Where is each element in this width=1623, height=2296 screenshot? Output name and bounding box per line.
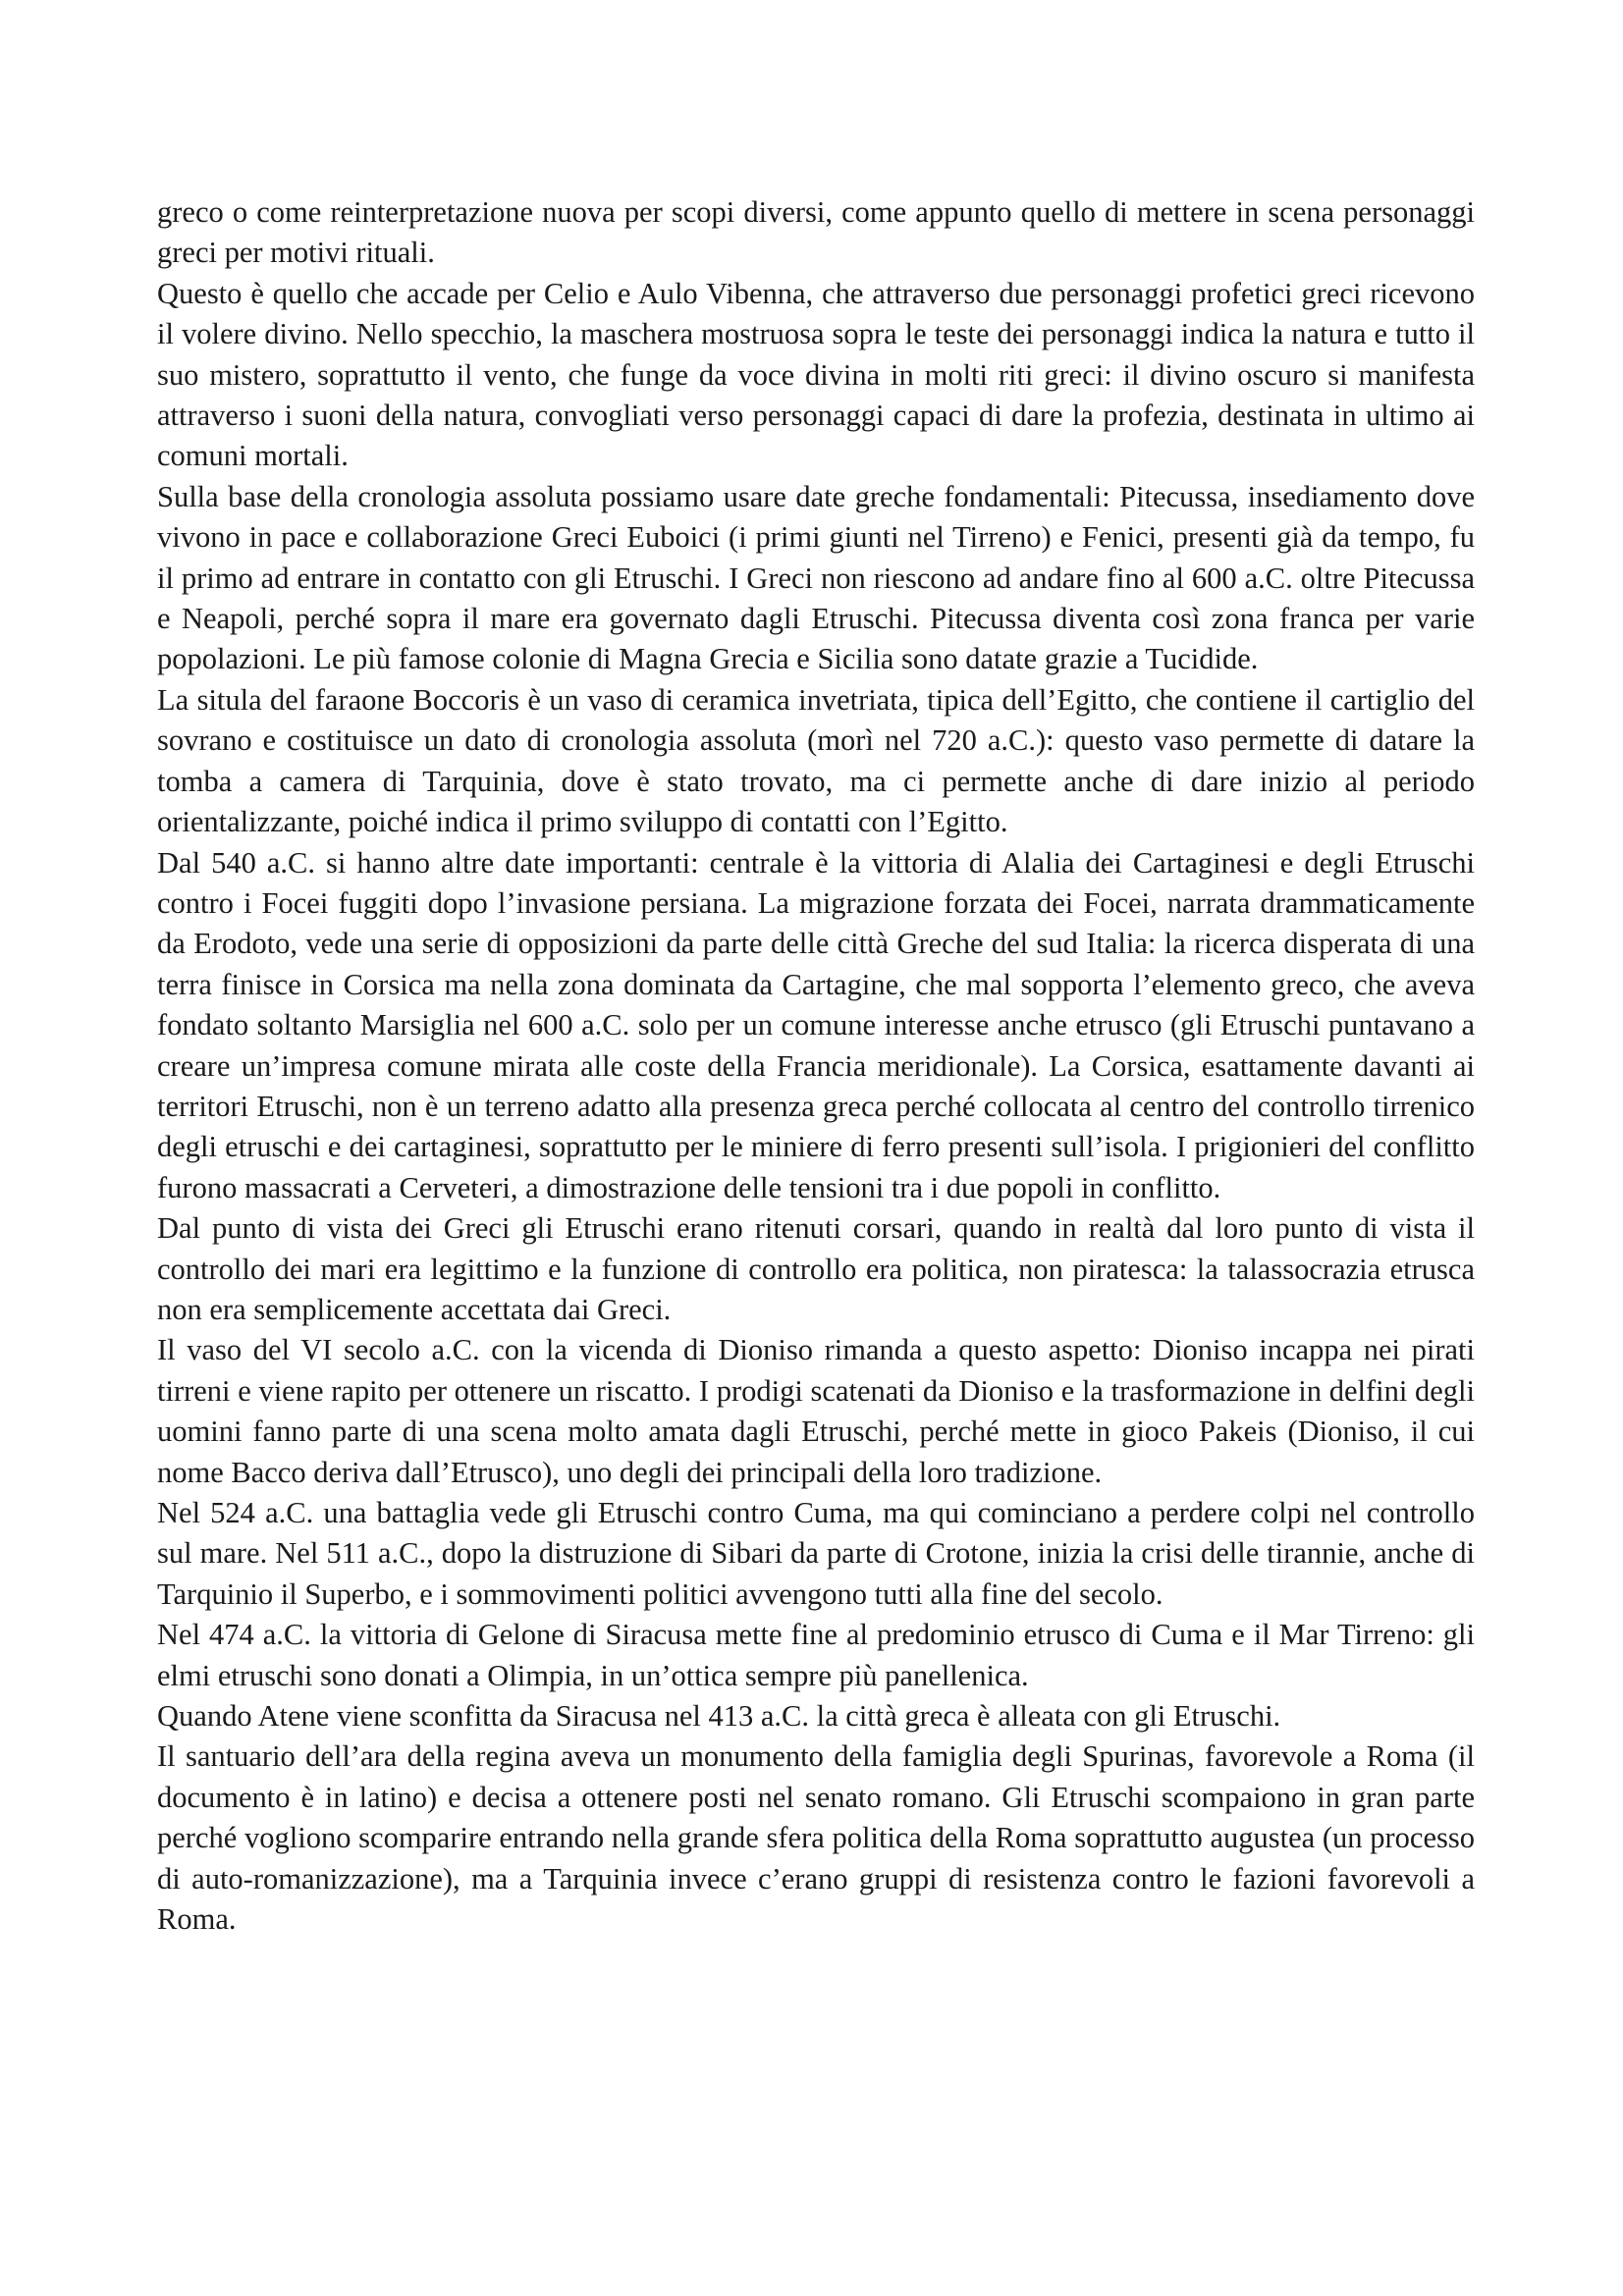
paragraph-10: Quando Atene viene sconfitta da Siracusa nel 413 a.C. la città greca è alleata con gli Etruschi. <box>157 1699 1281 1734</box>
paragraph-2: Questo è quello che accade per Celio e Aulo Vibenna, che attraverso due personaggi profetici greci ricevono il volere divino. Nello specchio, la maschera mostruosa sopra le teste dei personaggi indica la natura e tutto il suo mistero, soprattutto il vento, che funge da voce divina in molti riti greci: il divino oscuro si manifesta attraverso i suoni della natura, convogliati verso personaggi capaci di dare la profezia, destinata in ultimo ai comuni mortali. <box>157 276 1475 473</box>
paragraph-6: Dal punto di vista dei Greci gli Etruschi erano ritenuti corsari, quando in realtà dal loro punto di vista il controllo dei mari era legittimo e la funzione di controllo era politica, non piratesca: la talassocrazia etrusca non era semplicemente accettata dai Greci. <box>157 1211 1475 1326</box>
paragraph-11: Il santuario dell’ara della regina aveva un monumento della famiglia degli Spurinas, favorevole a Roma (il documento è in latino) e decisa a ottenere posti nel senato romano. Gli Etruschi scompaiono in gran parte perché vogliono scomparire entrando nella grande sfera politica della Roma soprattutto augustea (un processo di auto-romanizzazione), ma a Tarquinia invece c’erano gruppi di resistenza contro le fazioni favorevoli a Roma. <box>157 1739 1475 1937</box>
paragraph-5: Dal 540 a.C. si hanno altre date importanti: centrale è la vittoria di Alalia dei Cartaginesi e degli Etruschi contro i Focei fuggiti dopo l’invasione persiana. La migrazione forzata dei Focei, narrata drammaticamente da Erodoto, vede una serie di opposizioni da parte delle città Greche del sud Italia: la ricerca disperata di una terra finisce in Corsica ma nella zona dominata da Cartagine, che mal sopporta l’elemento greco, che aveva fondato soltanto Marsiglia nel 600 a.C. solo per un comune interesse anche etrusco (gli Etruschi puntavano a creare un’impresa comune mirata alle coste della Francia meridionale). La Corsica, esattamente davanti ai territori Etruschi, non è un terreno adatto alla presenza greca perché collocata al centro del controllo tirrenico degli etruschi e dei cartaginesi, soprattutto per le miniere di ferro presenti sull’isola. I prigionieri del conflitto furono massacrati a Cerveteri, a dimostrazione delle tensioni tra i due popoli in conflitto. <box>157 845 1475 1204</box>
paragraph-3: Sulla base della cronologia assoluta possiamo usare date greche fondamentali: Pitecussa, insediamento dove vivono in pace e collaborazione Greci Euboici (i primi giunti nel Tirreno) e Fenici, presenti già da tempo, fu il primo ad entrare in contatto con gli Etruschi. I Greci non riescono ad andare fino al 600 a.C. oltre Pitecussa e Neapoli, perché sopra il mare era governato dagli Etruschi. Pitecussa diventa così zona franca per varie popolazioni. Le più famose colonie di Magna Grecia e Sicilia sono datate grazie a Tucidide. <box>157 479 1475 676</box>
paragraph-1: greco o come reinterpretazione nuova per scopi diversi, come appunto quello di mettere in scena personaggi greci per motivi rituali. <box>157 195 1475 270</box>
paragraph-9: Nel 474 a.C. la vittoria di Gelone di Siracusa mette fine al predominio etrusco di Cuma e il Mar Tirreno: gli elmi etruschi sono donati a Olimpia, in un’ottica sempre più panellenica. <box>157 1618 1475 1692</box>
body-text <box>157 192 1475 1940</box>
paragraph-4: La situla del faraone Boccoris è un vaso di ceramica invetriata, tipica dell’Egitto, che contiene il cartiglio del sovrano e costituisce un dato di cronologia assoluta (morì nel 720 a.C.): questo vaso permette di datare la tomba a camera di Tarquinia, dove è stato trovato, ma ci permette anche di dare inizio al periodo orientalizzante, poiché indica il primo sviluppo di contatti con l’Egitto. <box>157 682 1475 839</box>
paragraph-8: Nel 524 a.C. una battaglia vede gli Etruschi contro Cuma, ma qui cominciano a perdere colpi nel controllo sul mare. Nel 511 a.C., dopo la distruzione di Sibari da parte di Crotone, inizia la crisi delle tirannie, anche di Tarquinio il Superbo, e i sommovimenti politici avvengono tutti alla fine del secolo. <box>157 1496 1475 1611</box>
paragraph-7: Il vaso del VI secolo a.C. con la vicenda di Dioniso rimanda a questo aspetto: Dioniso incappa nei pirati tirreni e viene rapito per ottenere un riscatto. I prodigi scatenati da Dioniso e la trasformazione in delfini degli uomini fanno parte di una scena molto amata dagli Etruschi, perché mette in gioco Pakeis (Dioniso, il cui nome Bacco deriva dall’Etrusco), uno degli dei principali della loro tradizione. <box>157 1333 1475 1489</box>
